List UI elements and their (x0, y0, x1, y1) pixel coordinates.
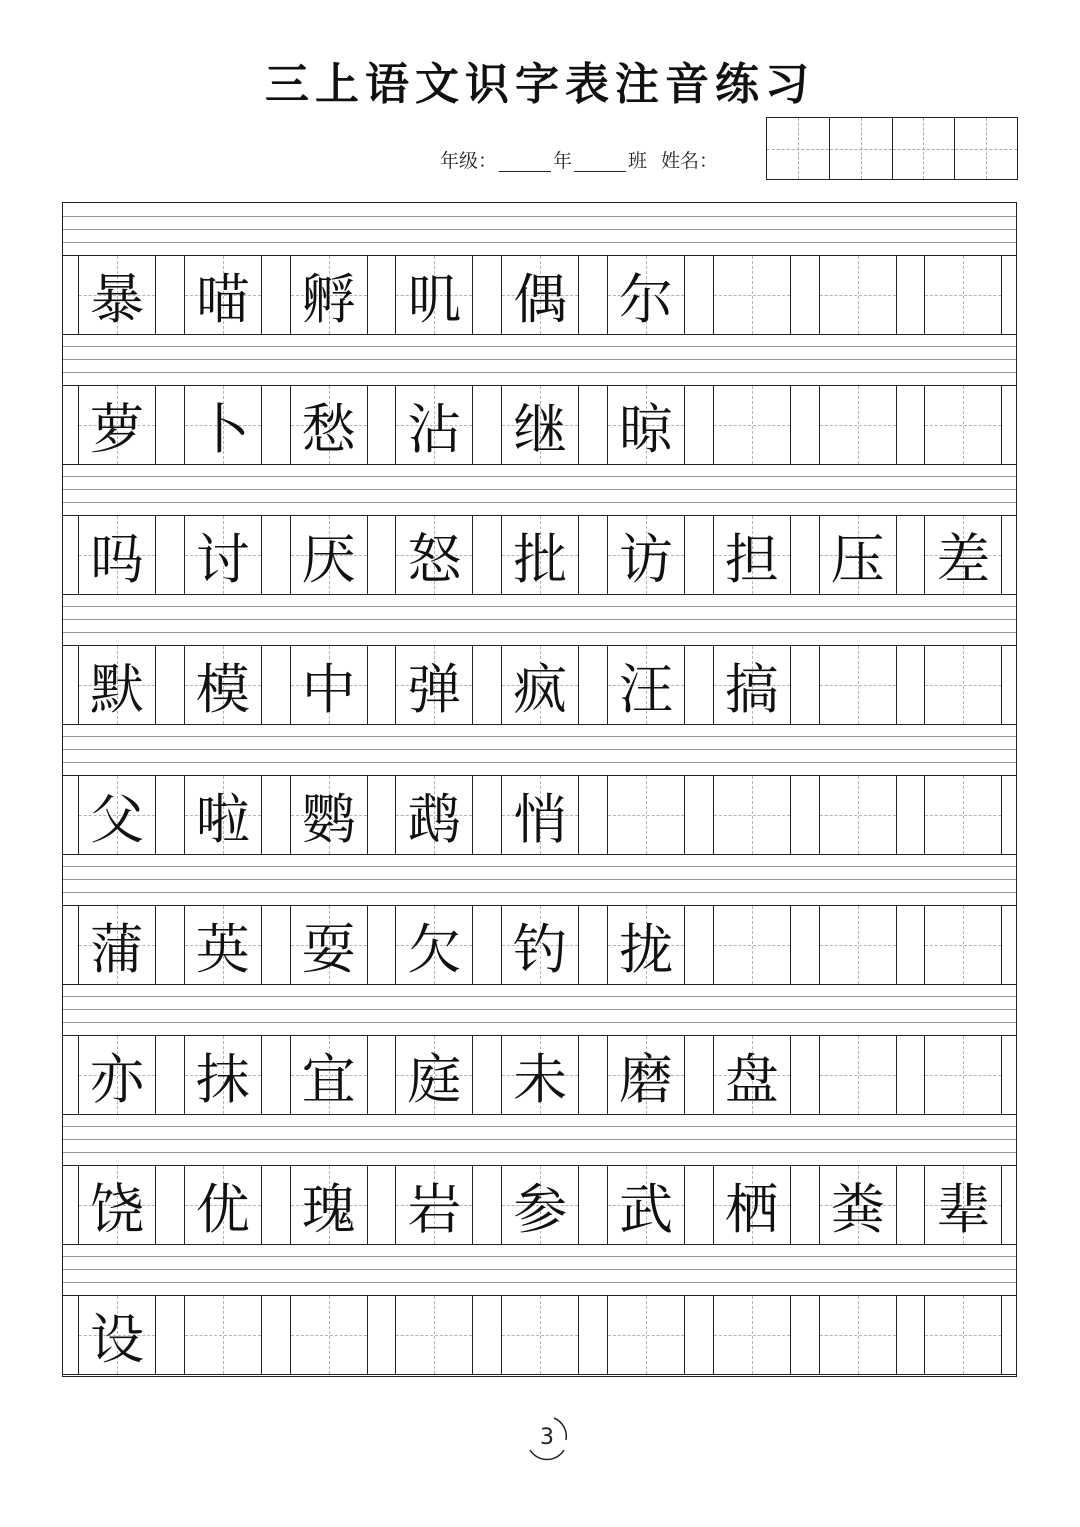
character-cell[interactable] (713, 256, 791, 334)
character-cell[interactable] (395, 906, 473, 984)
character-cell[interactable] (395, 386, 473, 464)
character-cell[interactable] (184, 256, 262, 334)
character-text: 叽 (407, 267, 462, 331)
character-cell[interactable] (78, 1036, 156, 1114)
character-cell[interactable] (819, 776, 897, 854)
character-cell[interactable] (78, 776, 156, 854)
character-cell[interactable] (713, 776, 791, 854)
character-row (63, 385, 1016, 465)
character-text: 亦 (90, 1047, 144, 1111)
character-cell[interactable] (607, 1296, 685, 1374)
character-cell[interactable] (395, 256, 473, 334)
name-box[interactable] (955, 118, 1017, 179)
character-cell[interactable] (713, 1166, 791, 1244)
character-text: 弹 (407, 657, 462, 721)
character-cell[interactable] (184, 1036, 262, 1114)
pinyin-writing-band[interactable] (63, 983, 1016, 1035)
pinyin-guide-line (63, 866, 1016, 867)
character-cell[interactable] (395, 646, 473, 724)
character-cell[interactable] (713, 646, 791, 724)
character-row (63, 1165, 1016, 1245)
name-box[interactable] (893, 118, 956, 179)
character-text: 卜 (195, 397, 250, 461)
character-text: 晾 (619, 397, 673, 461)
character-text (714, 256, 790, 334)
pinyin-guide-line (63, 736, 1016, 737)
character-cell[interactable] (501, 1296, 579, 1374)
character-text: 尔 (619, 267, 673, 331)
character-text: 汪 (619, 657, 673, 721)
character-text (820, 776, 896, 854)
character-text (925, 906, 1001, 984)
character-cell[interactable] (395, 1296, 473, 1374)
character-cell[interactable] (501, 1166, 579, 1244)
pinyin-writing-band[interactable] (63, 333, 1016, 385)
character-cell[interactable] (924, 386, 1002, 464)
character-row (63, 905, 1016, 985)
pinyin-guide-line (63, 762, 1016, 763)
pinyin-guide-line (63, 606, 1016, 607)
character-cell[interactable] (819, 646, 897, 724)
character-text (820, 386, 896, 464)
character-text: 粪 (830, 1177, 885, 1241)
character-cell[interactable] (184, 1166, 262, 1244)
character-text: 批 (513, 527, 568, 591)
character-text: 搞 (724, 657, 779, 721)
character-cell[interactable] (290, 646, 368, 724)
character-text: 厌 (301, 527, 356, 591)
pinyin-guide-line (63, 879, 1016, 880)
character-row (63, 1035, 1016, 1115)
pinyin-guide-line (63, 216, 1016, 217)
character-text: 庭 (407, 1047, 462, 1111)
character-text (820, 646, 896, 724)
character-cell[interactable] (819, 906, 897, 984)
character-cell[interactable] (607, 906, 685, 984)
character-text: 拢 (619, 917, 673, 981)
character-text: 担 (724, 527, 779, 591)
character-text: 辈 (936, 1177, 991, 1241)
name-box[interactable] (830, 118, 893, 179)
character-row (63, 645, 1016, 725)
character-text (925, 1296, 1001, 1374)
character-text: 参 (513, 1177, 568, 1241)
character-cell[interactable] (78, 1296, 156, 1374)
character-cell[interactable] (290, 906, 368, 984)
character-text (925, 776, 1001, 854)
character-text (714, 906, 790, 984)
character-cell[interactable] (924, 256, 1002, 334)
character-cell[interactable] (184, 646, 262, 724)
character-text: 英 (195, 917, 250, 981)
character-text: 喵 (195, 267, 250, 331)
character-cell[interactable] (501, 256, 579, 334)
pinyin-guide-line (63, 476, 1016, 477)
character-text (291, 1296, 367, 1374)
character-text: 孵 (301, 267, 356, 331)
character-cell[interactable] (501, 646, 579, 724)
character-text (925, 646, 1001, 724)
character-cell[interactable] (290, 776, 368, 854)
character-cell[interactable] (924, 906, 1002, 984)
character-text: 疯 (513, 657, 568, 721)
character-text: 父 (90, 787, 144, 851)
character-cell[interactable] (290, 386, 368, 464)
year-label: 年 (553, 150, 573, 172)
character-cell[interactable] (819, 1166, 897, 1244)
character-text: 萝 (90, 397, 144, 461)
character-text (608, 776, 684, 854)
pinyin-guide-line (63, 1022, 1016, 1023)
character-text: 悄 (513, 787, 568, 851)
character-row (63, 255, 1016, 335)
character-text: 鹦 (301, 787, 356, 851)
character-text: 耍 (301, 917, 356, 981)
character-text: 栖 (724, 1177, 779, 1241)
character-text (608, 1296, 684, 1374)
character-cell[interactable] (501, 776, 579, 854)
character-cell[interactable] (924, 1296, 1002, 1374)
character-text: 岩 (407, 1177, 462, 1241)
pinyin-guide-line (63, 1126, 1016, 1127)
character-cell[interactable] (501, 516, 579, 594)
pinyin-guide-line (63, 229, 1016, 230)
character-cell[interactable] (184, 1296, 262, 1374)
pinyin-guide-line (63, 346, 1016, 347)
pinyin-writing-band[interactable] (63, 463, 1016, 515)
character-cell[interactable] (819, 386, 897, 464)
pinyin-guide-line (63, 996, 1016, 997)
pinyin-writing-band[interactable] (63, 1243, 1016, 1295)
character-cell[interactable] (78, 386, 156, 464)
character-text: 未 (513, 1047, 568, 1111)
character-row (63, 515, 1016, 595)
character-text: 优 (195, 1177, 250, 1241)
grade-blank[interactable] (499, 153, 551, 172)
character-text (925, 386, 1001, 464)
character-cell[interactable] (501, 386, 579, 464)
student-info (440, 146, 718, 176)
character-cell[interactable] (607, 516, 685, 594)
character-text: 瑰 (301, 1177, 356, 1241)
character-cell[interactable] (924, 646, 1002, 724)
name-boxes (766, 117, 1018, 180)
character-cell[interactable] (184, 906, 262, 984)
character-text: 抹 (195, 1047, 250, 1111)
character-cell[interactable] (184, 776, 262, 854)
character-row (63, 775, 1016, 855)
character-text (714, 776, 790, 854)
pinyin-writing-band[interactable] (63, 853, 1016, 905)
character-text: 讨 (195, 527, 250, 591)
character-cell[interactable] (78, 516, 156, 594)
character-cell[interactable] (290, 516, 368, 594)
practice-grid (62, 202, 1017, 1377)
character-cell[interactable] (607, 256, 685, 334)
character-text (714, 386, 790, 464)
character-text: 压 (830, 527, 885, 591)
character-cell[interactable] (395, 1036, 473, 1114)
pinyin-guide-line (63, 1009, 1016, 1010)
page-number (520, 1410, 574, 1464)
character-text (820, 1036, 896, 1114)
page-title: 三上语文识字表注音练习 (265, 59, 815, 110)
character-text: 武 (619, 1177, 673, 1241)
character-text: 访 (619, 527, 673, 591)
pinyin-guide-line (63, 502, 1016, 503)
character-text: 蒲 (90, 917, 144, 981)
character-cell[interactable] (607, 1036, 685, 1114)
character-cell[interactable] (607, 1166, 685, 1244)
pinyin-guide-line (63, 632, 1016, 633)
character-text: 吗 (90, 527, 144, 591)
character-cell[interactable] (819, 1296, 897, 1374)
pinyin-writing-band[interactable] (63, 593, 1016, 645)
character-cell[interactable] (290, 1036, 368, 1114)
character-text: 愁 (301, 397, 356, 461)
character-cell[interactable] (607, 776, 685, 854)
character-text: 偶 (513, 267, 568, 331)
character-cell[interactable] (713, 1036, 791, 1114)
character-text: 模 (195, 657, 250, 721)
character-cell[interactable] (713, 516, 791, 594)
character-text (820, 1296, 896, 1374)
pinyin-guide-line (63, 892, 1016, 893)
character-text: 宜 (301, 1047, 356, 1111)
pinyin-guide-line (63, 1256, 1016, 1257)
character-cell[interactable] (924, 1036, 1002, 1114)
character-text: 怒 (407, 527, 462, 591)
character-text: 沾 (407, 397, 462, 461)
character-text: 中 (301, 657, 356, 721)
page-number-text: 3 (540, 1424, 554, 1450)
character-text: 啦 (195, 787, 250, 851)
pinyin-guide-line (63, 1269, 1016, 1270)
pinyin-guide-line (63, 1152, 1016, 1153)
character-cell[interactable] (184, 386, 262, 464)
character-cell[interactable] (713, 1296, 791, 1374)
character-text: 盘 (724, 1047, 779, 1111)
character-cell[interactable] (78, 646, 156, 724)
character-cell[interactable] (395, 776, 473, 854)
character-text: 钓 (513, 917, 568, 981)
character-text (396, 1296, 472, 1374)
character-text: 磨 (619, 1047, 673, 1111)
character-text: 设 (90, 1307, 144, 1371)
pinyin-guide-line (63, 619, 1016, 620)
character-text (185, 1296, 261, 1374)
character-cell[interactable] (184, 516, 262, 594)
class-label: 班 (628, 150, 648, 172)
character-cell[interactable] (290, 1166, 368, 1244)
grade-label: 年级： (440, 150, 498, 172)
character-cell[interactable] (78, 1166, 156, 1244)
character-cell[interactable] (924, 1166, 1002, 1244)
character-text (925, 256, 1001, 334)
character-text: 默 (90, 657, 144, 721)
character-cell[interactable] (924, 776, 1002, 854)
character-cell[interactable] (395, 1166, 473, 1244)
character-cell[interactable] (607, 646, 685, 724)
pinyin-writing-band[interactable] (63, 1113, 1016, 1165)
character-text: 欠 (407, 917, 462, 981)
character-text (820, 906, 896, 984)
page-number-ornament-icon (520, 1410, 574, 1464)
name-box[interactable] (767, 118, 830, 179)
pinyin-guide-line (63, 749, 1016, 750)
character-text: 继 (513, 397, 568, 461)
class-blank[interactable] (574, 153, 626, 172)
pinyin-guide-line (63, 489, 1016, 490)
character-text (925, 1036, 1001, 1114)
character-text: 鹉 (407, 787, 462, 851)
character-text: 差 (936, 527, 991, 591)
character-row (63, 1295, 1016, 1375)
character-cell[interactable] (290, 1296, 368, 1374)
character-text (714, 1296, 790, 1374)
character-cell[interactable] (924, 516, 1002, 594)
character-cell[interactable] (395, 516, 473, 594)
character-cell[interactable] (607, 386, 685, 464)
character-cell[interactable] (501, 906, 579, 984)
pinyin-guide-line (63, 1139, 1016, 1140)
character-cell[interactable] (78, 256, 156, 334)
character-cell[interactable] (713, 906, 791, 984)
pinyin-guide-line (63, 1282, 1016, 1283)
character-cell[interactable] (501, 1036, 579, 1114)
character-cell[interactable] (819, 256, 897, 334)
character-text: 饶 (90, 1177, 144, 1241)
character-cell[interactable] (819, 516, 897, 594)
character-cell[interactable] (290, 256, 368, 334)
name-label: 姓名： (661, 150, 719, 172)
pinyin-writing-band[interactable] (63, 723, 1016, 775)
pinyin-writing-band[interactable] (63, 203, 1016, 255)
character-cell[interactable] (819, 1036, 897, 1114)
character-text (820, 256, 896, 334)
character-text: 暴 (90, 267, 144, 331)
pinyin-guide-line (63, 359, 1016, 360)
character-cell[interactable] (713, 386, 791, 464)
character-text (502, 1296, 578, 1374)
pinyin-guide-line (63, 372, 1016, 373)
pinyin-guide-line (63, 242, 1016, 243)
character-cell[interactable] (78, 906, 156, 984)
